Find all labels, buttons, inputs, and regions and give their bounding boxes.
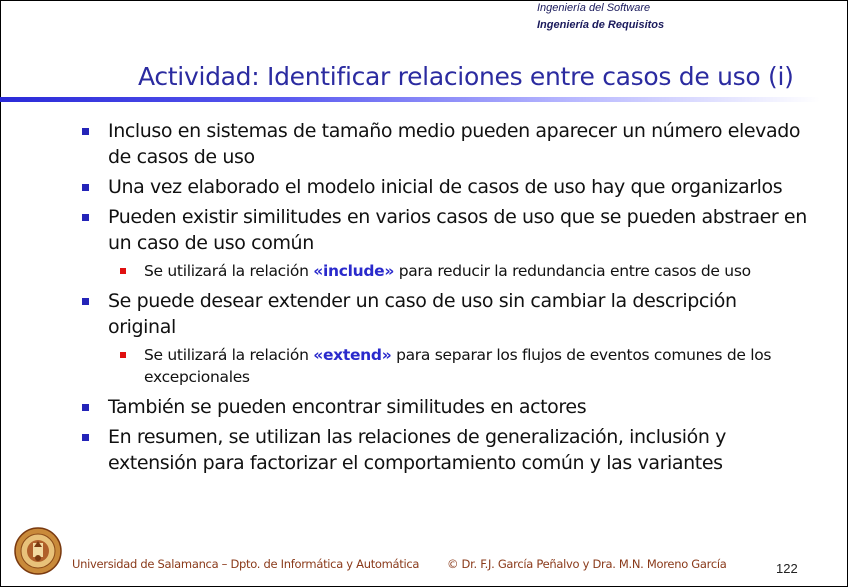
- footer-authors: © Dr. F.J. García Peñalvo y Dra. M.N. Moreno García: [447, 557, 727, 571]
- sub-bullet-text-post: para separar los flujos de eventos comunes de los excepcionales: [144, 346, 772, 386]
- bullet-text: Pueden existir similitudes en varios casos de uso que se pueden abstraer en un caso de uso común: [108, 206, 807, 254]
- sub-bullet-marker: [120, 352, 126, 358]
- bullet-item: [0, 424, 848, 476]
- university-seal-logo: [14, 527, 62, 575]
- bullet-marker: [82, 184, 89, 191]
- title-underline: [0, 97, 820, 102]
- sub-bullet-text-pre: Se utilizará la relación: [144, 346, 314, 364]
- bullet-item: [0, 394, 848, 420]
- bullet-text: Se puede desear extender un caso de uso sin cambiar la descripción original: [108, 290, 737, 338]
- bullet-marker: [82, 434, 89, 441]
- sub-bullet-text-pre: Se utilizará la relación: [144, 262, 314, 280]
- sub-bullet-marker: [120, 268, 126, 274]
- section-title: Ingeniería de Requisitos: [537, 19, 665, 31]
- extend-keyword: «extend»: [313, 346, 392, 364]
- bullet-item: [0, 204, 848, 256]
- bullet-marker: [82, 214, 89, 221]
- bullet-text: Una vez elaborado el modelo inicial de casos de uso hay que organizarlos: [108, 176, 783, 198]
- sub-bullet-item: [0, 260, 848, 282]
- slide-title: Actividad: Identificar relaciones entre casos de uso (i): [138, 62, 794, 91]
- bullet-text: También se pueden encontrar similitudes en actores: [108, 396, 587, 418]
- page-number: 122: [776, 561, 798, 576]
- sub-bullet-text-post: para reducir la redundancia entre casos de uso: [394, 262, 751, 280]
- bullet-text: Incluso en sistemas de tamaño medio pueden aparecer un número elevado de casos de uso: [108, 120, 801, 168]
- bullet-list: [0, 118, 848, 480]
- course-title: Ingeniería del Software: [537, 2, 651, 14]
- bullet-marker: [82, 404, 89, 411]
- sub-bullet-item: [0, 344, 848, 388]
- footer-university: Universidad de Salamanca – Dpto. de Informática y Automática: [72, 557, 420, 571]
- bullet-text: En resumen, se utilizan las relaciones de generalización, inclusión y extensión para factorizar el comportamiento común y las variantes: [108, 426, 726, 474]
- include-keyword: «include»: [313, 262, 395, 280]
- bullet-marker: [82, 128, 89, 135]
- bullet-item: [0, 174, 848, 200]
- bullet-item: [0, 118, 848, 170]
- bullet-marker: [82, 298, 89, 305]
- bullet-item: [0, 288, 848, 340]
